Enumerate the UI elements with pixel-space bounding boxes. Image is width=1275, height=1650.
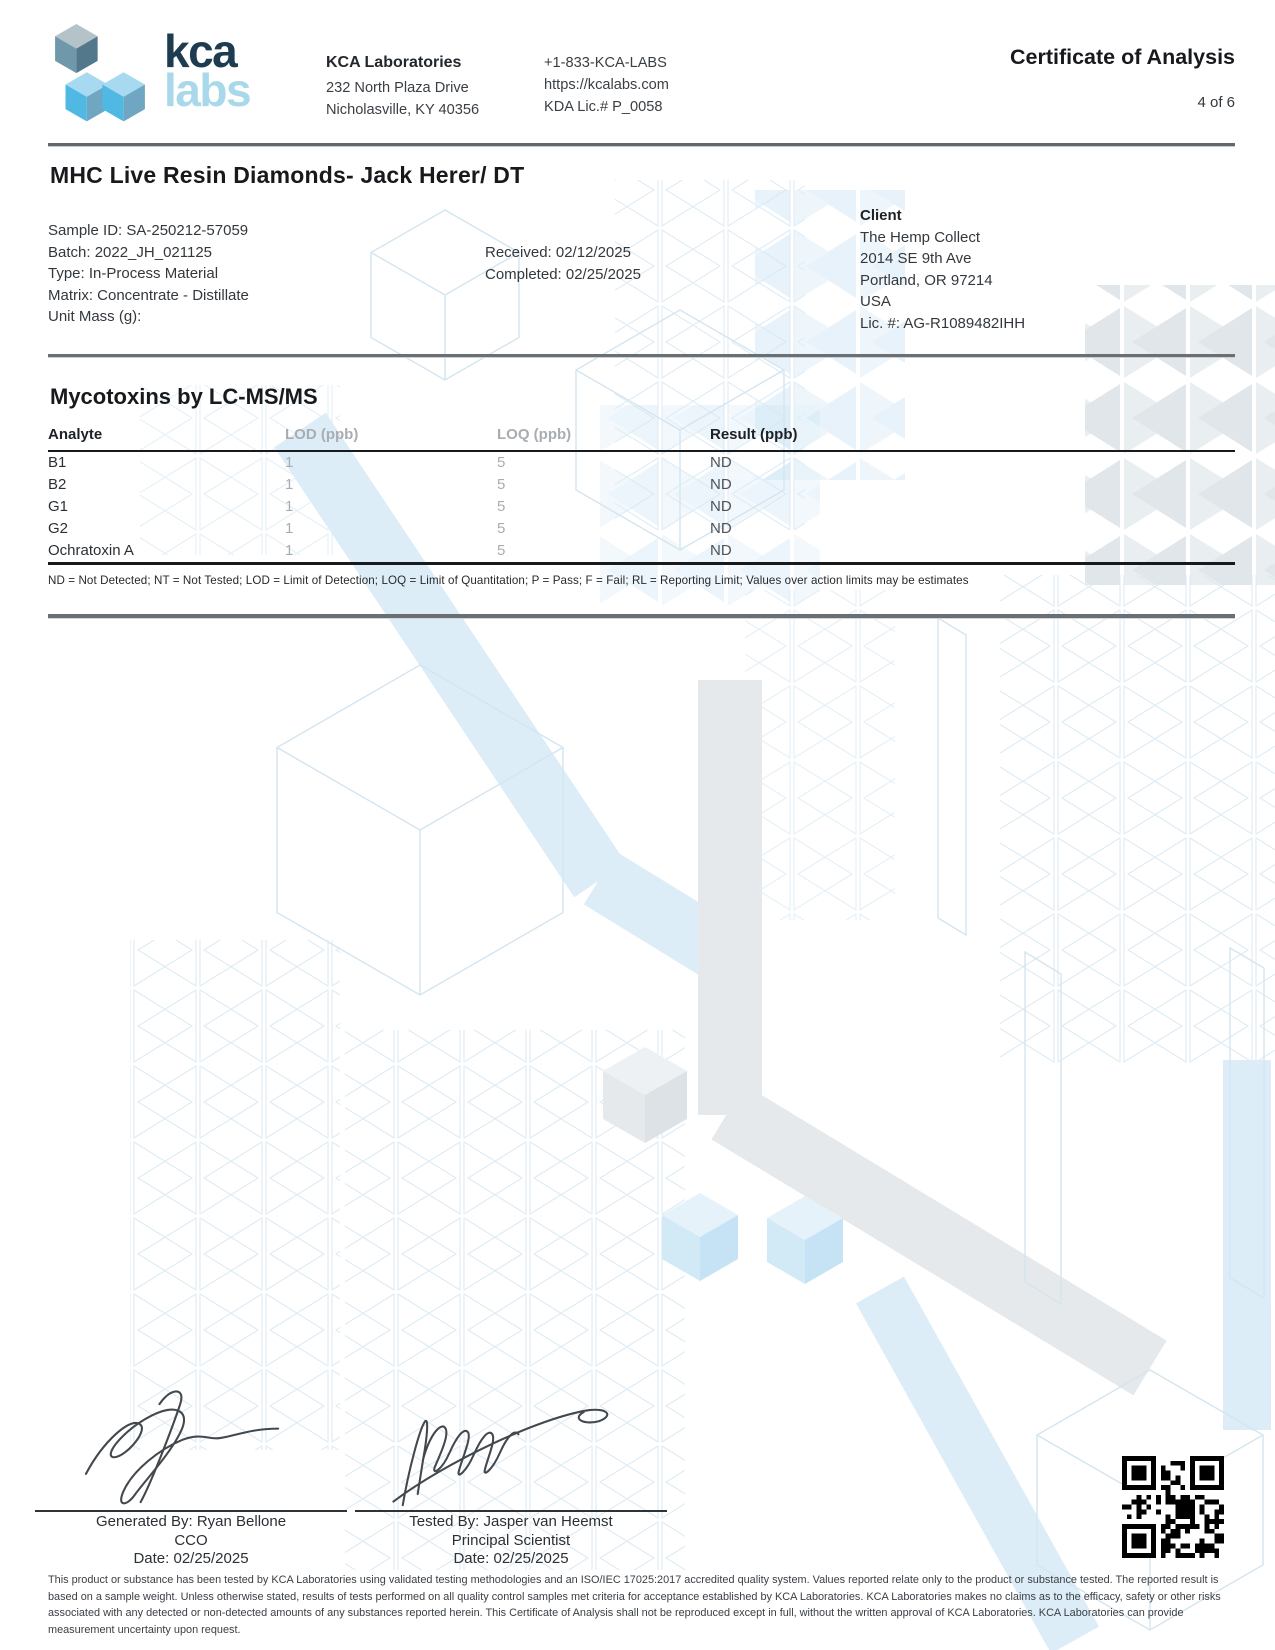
received-date: Received: 02/12/2025: [485, 244, 631, 261]
signature-area: [35, 1368, 667, 1568]
sample-details: [48, 205, 485, 335]
info-divider: [48, 354, 1235, 358]
cell-result: ND: [710, 520, 732, 538]
client-address-line1: 2014 SE 9th Ave: [860, 250, 972, 268]
lab-address-line2: Nicholasville, KY 40356: [326, 101, 480, 118]
cell-lod: 1: [285, 542, 294, 560]
table-row: [48, 518, 1235, 540]
table-row: [48, 496, 1235, 518]
logo-text-labs: labs: [164, 63, 251, 116]
table-row: [48, 474, 1235, 496]
tested-by-signature-icon: [371, 1368, 651, 1510]
disclaimer-text: This product or substance has been tested by KCA Laboratories using validated testing methodologies and an ISO/IEC 17025:2017 accredited quality system. Values reported relate only to the product or substance tested. The reported result is based on a sample weight. Unless otherwise stated, results of tests performed on all quality control samples met criteria for acceptance established by KCA Laboratories. KCA Laboratories makes no claims as to the efficacy, safety or other risks associated with any detected or non-detected amounts of any substances reported herein. This Certificate of Analysis shall not be reproduced except in full, without the written approval of KCA Laboratories. KCA Laboratories can provide measurement uncertainty upon request.: [48, 1574, 1221, 1637]
lab-address-line1: 232 North Plaza Drive: [326, 80, 469, 96]
generated-by-signature-icon: [69, 1368, 314, 1510]
table-footnote: ND = Not Detected; NT = Not Tested; LOD = Limit of Detection; LOQ = Limit of Quantitation; P = Pass; F = Fail; RL = Reporting Limit; Values over action limits may be estimates: [48, 573, 969, 587]
sample-type: Type: In-Process Material: [48, 265, 219, 283]
sample-unit-mass: Unit Mass (g):: [48, 308, 142, 326]
cell-lod: 1: [285, 520, 294, 538]
mycotoxins-table: [48, 423, 1235, 565]
client-address-line2: Portland, OR 97214: [860, 271, 993, 289]
header: [48, 0, 1235, 128]
tested-by-date: Date: 02/25/2025: [453, 1550, 569, 1567]
lab-info: [326, 51, 544, 128]
column-header-loq: LOQ (ppb): [497, 425, 572, 443]
cell-result: ND: [710, 476, 732, 494]
client-details: [860, 205, 1235, 335]
cell-loq: 5: [497, 454, 506, 472]
kda-license: KDA Lic.# P_0058: [544, 98, 663, 115]
cell-lod: 1: [285, 476, 294, 494]
doc-meta: [1010, 45, 1235, 128]
column-header-lod: LOD (ppb): [285, 425, 359, 443]
cell-analyte: G2: [48, 520, 69, 538]
tested-by-name: Tested By: Jasper van Heemst: [409, 1513, 613, 1530]
cell-loq: 5: [497, 520, 506, 538]
cell-analyte: G1: [48, 498, 69, 516]
client-heading: Client: [860, 207, 902, 224]
cell-result: ND: [710, 454, 732, 472]
cell-loq: 5: [497, 498, 506, 516]
section-bottom-divider: [48, 614, 1235, 619]
sample-dates: [485, 205, 860, 335]
cell-lod: 1: [285, 454, 294, 472]
tested-by-role: Principal Scientist: [451, 1531, 571, 1549]
kca-logo-wordmark: [164, 25, 251, 116]
client-license: Lic. #: AG-R1089482IHH: [860, 314, 1026, 332]
column-header-analyte: Analyte: [48, 425, 103, 443]
cell-lod: 1: [285, 498, 294, 516]
product-title: MHC Live Resin Diamonds- Jack Herer/ DT: [50, 162, 525, 188]
lab-contact: [544, 53, 669, 128]
completed-date: Completed: 02/25/2025: [485, 265, 641, 283]
sample-id: Sample ID: SA-250212-57059: [48, 222, 249, 239]
kca-logo: [48, 24, 326, 128]
client-name: The Hemp Collect: [860, 228, 981, 246]
generated-by-date: Date: 02/25/2025: [133, 1550, 249, 1567]
logo-text-kca: kca: [164, 25, 237, 77]
table-header-row: [48, 423, 1235, 451]
cell-analyte: B1: [48, 454, 67, 472]
table-row: [48, 451, 1235, 474]
table-row: [48, 540, 1235, 564]
cell-result: ND: [710, 542, 732, 560]
client-country: USA: [860, 293, 891, 311]
lab-website: https://kcalabs.com: [544, 76, 669, 93]
tested-by-signature-line: [355, 1510, 667, 1512]
column-header-result: Result (ppb): [710, 425, 798, 443]
cell-analyte: B2: [48, 476, 67, 494]
lab-name: KCA Laboratories: [326, 54, 462, 71]
cell-result: ND: [710, 498, 732, 516]
kca-logo-cubes-icon: [48, 24, 152, 128]
header-divider: [48, 143, 1235, 147]
section-title: Mycotoxins by LC-MS/MS: [50, 383, 318, 409]
cell-analyte: Ochratoxin A: [48, 542, 134, 560]
sample-info-section: [48, 205, 1235, 335]
generated-by-signature-line: [35, 1510, 347, 1512]
sample-batch: Batch: 2022_JH_021125: [48, 243, 213, 261]
sample-matrix: Matrix: Concentrate - Distillate: [48, 286, 249, 304]
cell-loq: 5: [497, 476, 506, 494]
generated-by-name: Generated By: Ryan Bellone: [95, 1513, 287, 1530]
generated-by-role: CCO: [174, 1531, 208, 1549]
generated-by-block: [35, 1368, 347, 1568]
lab-phone: +1-833-KCA-LABS: [544, 55, 667, 71]
doc-title: Certificate of Analysis: [1009, 45, 1235, 69]
cell-loq: 5: [497, 542, 506, 560]
qr-code: [1122, 1456, 1224, 1558]
tested-by-block: [355, 1368, 667, 1568]
page-indicator: 4 of 6: [1197, 94, 1235, 111]
